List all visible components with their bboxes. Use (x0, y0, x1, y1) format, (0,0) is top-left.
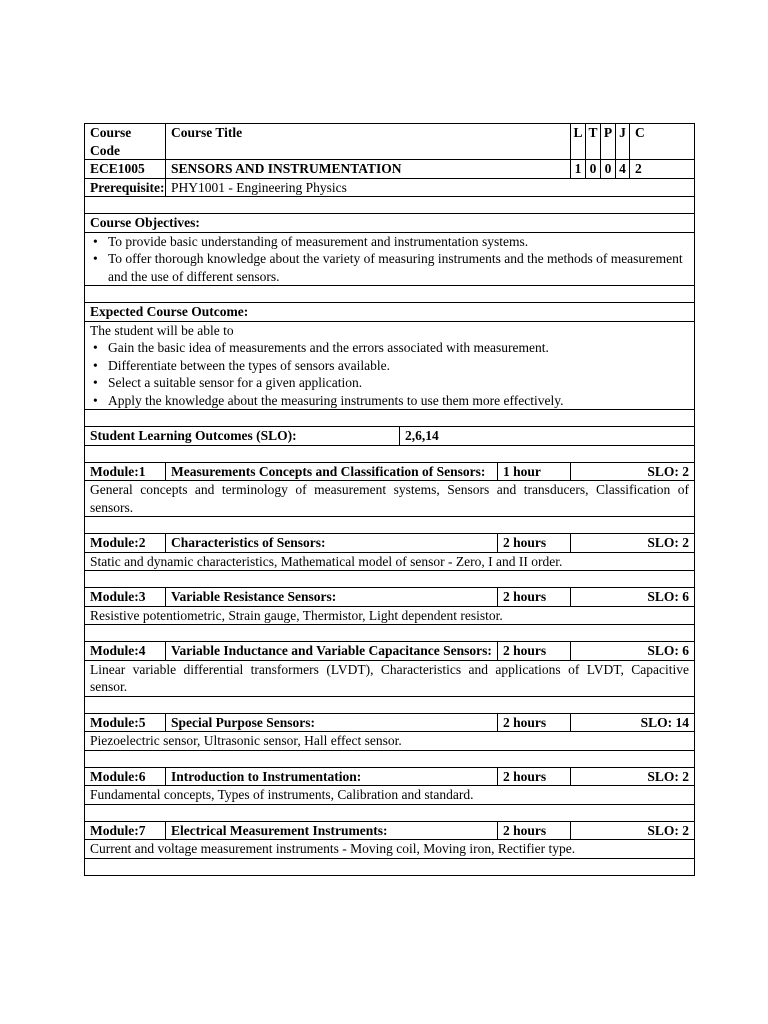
module-label: Module:1 (85, 462, 166, 481)
module-slo: SLO: 6 (571, 588, 695, 607)
objectives-heading-row (85, 214, 695, 233)
module-label: Module:7 (85, 821, 166, 840)
objective-item: • To offer thorough knowledge about the variety of measuring instruments and the methods of measurement and the use of different sensors. (90, 250, 689, 285)
ltpjc-value: 0 (601, 160, 616, 179)
outcomes-intro: The student will be able to (90, 322, 234, 338)
header-row (85, 124, 695, 160)
module-content-row (85, 840, 695, 859)
module-content: Static and dynamic characteristics, Mathematical model of sensor - Zero, I and II order. (85, 552, 695, 571)
module-header-row (85, 713, 695, 732)
module-header-row (85, 462, 695, 481)
spacer-row (85, 410, 695, 427)
syllabus-document (84, 123, 694, 876)
course-title: SENSORS AND INSTRUMENTATION (166, 160, 571, 179)
course-code-label: Course Code (85, 124, 166, 160)
module-content-row (85, 660, 695, 696)
module-hours: 2 hours (498, 821, 571, 840)
ltpjc-label: L (571, 124, 586, 160)
module-slo: SLO: 2 (571, 821, 695, 840)
module-header-row (85, 588, 695, 607)
spacer-row (85, 571, 695, 588)
spacer-row (85, 804, 695, 821)
spacer-row (85, 750, 695, 767)
module-title: Electrical Measurement Instruments: (166, 821, 498, 840)
module-hours: 2 hours (498, 534, 571, 553)
module-title: Variable Inductance and Variable Capacitance Sensors: (166, 642, 498, 661)
module-slo: SLO: 2 (571, 534, 695, 553)
module-label: Module:5 (85, 713, 166, 732)
module-content-row (85, 732, 695, 751)
module-content: Fundamental concepts, Types of instruments, Calibration and standard. (85, 786, 695, 805)
prerequisite-row (85, 178, 695, 197)
module-hours: 2 hours (498, 713, 571, 732)
module-label: Module:3 (85, 588, 166, 607)
prerequisite-label: Prerequisite: (85, 178, 166, 197)
module-slo: SLO: 2 (571, 767, 695, 786)
spacer-row (85, 445, 695, 462)
spacer-row (85, 286, 695, 303)
spacer-row (85, 858, 695, 875)
module-content-row (85, 481, 695, 517)
ltpjc-value: 4 (616, 160, 630, 179)
module-hours: 2 hours (498, 588, 571, 607)
module-content: Linear variable differential transformers (LVDT), Characteristics and applications of LVDT, Capacitive sensor. (85, 660, 695, 696)
outcome-item: • Apply the knowledge about the measuring instruments to use them more effectively. (90, 392, 689, 410)
objectives-list (90, 233, 689, 286)
spacer-row (85, 625, 695, 642)
module-header-row (85, 821, 695, 840)
ltpjc-value: 0 (586, 160, 601, 179)
module-content-row (85, 786, 695, 805)
module-slo: SLO: 2 (571, 462, 695, 481)
course-row (85, 160, 695, 179)
spacer-row (85, 197, 695, 214)
module-hours: 2 hours (498, 767, 571, 786)
module-title: Variable Resistance Sensors: (166, 588, 498, 607)
module-title: Characteristics of Sensors: (166, 534, 498, 553)
slo-value: 2,6,14 (400, 427, 695, 446)
module-label: Module:2 (85, 534, 166, 553)
slo-row (85, 427, 695, 446)
course-table (84, 123, 695, 876)
outcomes-heading: Expected Course Outcome: (85, 303, 695, 322)
ltpjc-value: 2 (630, 160, 695, 179)
ltpjc-label: C (630, 124, 695, 160)
module-title: Introduction to Instrumentation: (166, 767, 498, 786)
module-slo: SLO: 6 (571, 642, 695, 661)
module-content-row (85, 606, 695, 625)
ltpjc-label: P (601, 124, 616, 160)
spacer-row (85, 517, 695, 534)
module-label: Module:4 (85, 642, 166, 661)
prerequisite-value: PHY1001 - Engineering Physics (166, 178, 695, 197)
module-header-row (85, 534, 695, 553)
outcomes-heading-row (85, 303, 695, 322)
module-title: Special Purpose Sensors: (166, 713, 498, 732)
module-title: Measurements Concepts and Classification of Sensors: (166, 462, 498, 481)
course-title-label: Course Title (166, 124, 571, 160)
module-content: Piezoelectric sensor, Ultrasonic sensor, Hall effect sensor. (85, 732, 695, 751)
module-content: General concepts and terminology of measurement systems, Sensors and transducers, Classification of sensors. (85, 481, 695, 517)
slo-label: Student Learning Outcomes (SLO): (85, 427, 400, 446)
module-content-row (85, 552, 695, 571)
module-hours: 2 hours (498, 642, 571, 661)
course-code: ECE1005 (85, 160, 166, 179)
ltpjc-value: 1 (571, 160, 586, 179)
objectives-heading: Course Objectives: (85, 214, 695, 233)
outcome-item: • Gain the basic idea of measurements and the errors associated with measurement. (90, 339, 689, 357)
module-header-row (85, 767, 695, 786)
module-content: Resistive potentiometric, Strain gauge, Thermistor, Light dependent resistor. (85, 606, 695, 625)
outcomes-list (90, 339, 689, 409)
objective-item: • To provide basic understanding of measurement and instrumentation systems. (90, 233, 689, 251)
ltpjc-label: T (586, 124, 601, 160)
module-label: Module:6 (85, 767, 166, 786)
module-header-row (85, 642, 695, 661)
outcomes-row (85, 321, 695, 410)
spacer-row (85, 696, 695, 713)
module-hours: 1 hour (498, 462, 571, 481)
module-content: Current and voltage measurement instruments - Moving coil, Moving iron, Rectifier type. (85, 840, 695, 859)
ltpjc-label: J (616, 124, 630, 160)
outcome-item: • Select a suitable sensor for a given application. (90, 374, 689, 392)
module-slo: SLO: 14 (571, 713, 695, 732)
objectives-row (85, 232, 695, 286)
outcome-item: • Differentiate between the types of sensors available. (90, 357, 689, 375)
